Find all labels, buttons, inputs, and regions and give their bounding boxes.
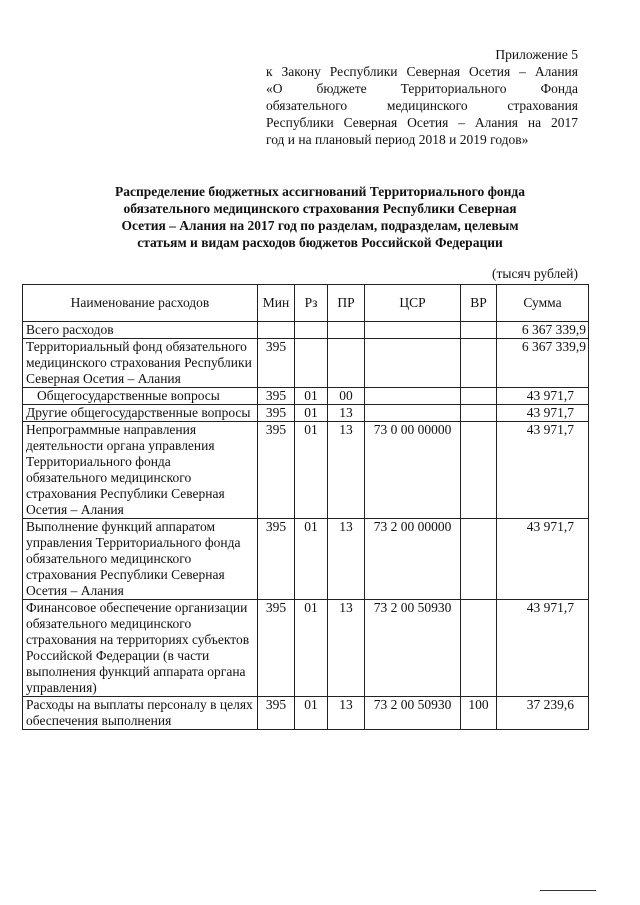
document-title (60, 183, 580, 251)
cell-min (258, 322, 295, 339)
cell-vr (461, 422, 497, 519)
title-line: Распределение бюджетных ассигнований Территориального фонда (114, 184, 526, 199)
cell-csr: 73 2 00 50930 (365, 697, 461, 730)
cell-name: Финансовое обеспечение организации обязательного медицинского страхования на территориях субъектов Российской Федерации (в части выполнения функций аппарата органа управления) (23, 600, 258, 697)
cell-rz: 01 (295, 600, 328, 697)
cell-rz: 01 (295, 519, 328, 600)
cell-min: 395 (258, 519, 295, 600)
cell-vr: 100 (461, 697, 497, 730)
header-pr: ПР (328, 285, 365, 322)
table-header-row (23, 285, 589, 322)
cell-pr: 00 (328, 388, 365, 405)
cell-csr (365, 339, 461, 388)
cell-vr (461, 339, 497, 388)
cell-csr: 73 2 00 50930 (365, 600, 461, 697)
cell-min: 395 (258, 388, 295, 405)
cell-sum: 43 971,7 (497, 388, 589, 405)
cell-name: Всего расходов (23, 322, 258, 339)
appendix-line: Республики Северная Осетия – Алания на 2017 (266, 115, 578, 130)
cell-rz (295, 339, 328, 388)
title-line: Осетия – Алания на 2017 год по разделам, подразделам, целевым (121, 218, 519, 233)
cell-name: Выполнение функций аппаратом управления Территориального фонда обязательного медицинского страхования Республики Северная Осетия – Алания (23, 519, 258, 600)
cell-sum: 43 971,7 (497, 519, 589, 600)
title-line: статьям и видам расходов бюджетов Российской Федерации (137, 235, 503, 250)
cell-vr (461, 600, 497, 697)
cell-min: 395 (258, 600, 295, 697)
appendix-line: к Закону Республики Северная Осетия – Алания (266, 64, 578, 79)
cell-sum: 37 239,6 (497, 697, 589, 730)
cell-vr (461, 405, 497, 422)
table-row (23, 405, 589, 422)
cell-min: 395 (258, 339, 295, 388)
cell-name: Непрограммные направления деятельности органа управления Территориального фонда обязательного медицинского страхования Республики Северная Осетия – Алания (23, 422, 258, 519)
table-row (23, 388, 589, 405)
cell-vr (461, 519, 497, 600)
cell-csr: 73 0 00 00000 (365, 422, 461, 519)
table-row (23, 322, 589, 339)
appendix-line: обязательного медицинского страхования (266, 98, 578, 113)
appendix-line: Приложение 5 (495, 47, 578, 62)
cell-pr: 13 (328, 519, 365, 600)
appendix-line: год и на плановый период 2018 и 2019 годов» (266, 132, 529, 147)
cell-min: 395 (258, 697, 295, 730)
appendix-line: «О бюджете Территориального Фонда (266, 81, 578, 96)
header-min: Мин (258, 285, 295, 322)
cell-vr (461, 322, 497, 339)
header-sum: Сумма (497, 285, 589, 322)
cell-pr (328, 339, 365, 388)
appendix-header (266, 46, 578, 148)
cell-rz: 01 (295, 697, 328, 730)
title-line: обязательного медицинского страхования Республики Северная (123, 201, 517, 216)
cell-name: Общегосударственные вопросы (23, 388, 258, 405)
table-row (23, 519, 589, 600)
cell-sum: 43 971,7 (497, 405, 589, 422)
cell-pr: 13 (328, 600, 365, 697)
cell-sum: 43 971,7 (497, 600, 589, 697)
header-vr: ВР (461, 285, 497, 322)
cell-sum: 6 367 339,9 (497, 322, 589, 339)
header-csr: ЦСР (365, 285, 461, 322)
page-footer-rule (540, 890, 596, 891)
header-name: Наименование расходов (23, 285, 258, 322)
cell-csr (365, 405, 461, 422)
cell-rz (295, 322, 328, 339)
expenditure-table (22, 284, 589, 730)
table-row (23, 600, 589, 697)
cell-rz: 01 (295, 422, 328, 519)
cell-min: 395 (258, 422, 295, 519)
cell-pr: 13 (328, 405, 365, 422)
cell-pr: 13 (328, 697, 365, 730)
cell-vr (461, 388, 497, 405)
cell-sum: 43 971,7 (497, 422, 589, 519)
cell-name: Другие общегосударственные вопросы (23, 405, 258, 422)
cell-rz: 01 (295, 405, 328, 422)
cell-pr (328, 322, 365, 339)
table-row (23, 697, 589, 730)
cell-csr: 73 2 00 00000 (365, 519, 461, 600)
table-row (23, 339, 589, 388)
units-label: (тысяч рублей) (492, 266, 578, 281)
cell-csr (365, 322, 461, 339)
cell-pr: 13 (328, 422, 365, 519)
cell-name: Территориальный фонд обязательного медицинского страхования Республики Северная Осетия – Алания (23, 339, 258, 388)
table-row (23, 422, 589, 519)
cell-rz: 01 (295, 388, 328, 405)
cell-name: Расходы на выплаты персоналу в целях обеспечения выполнения (23, 697, 258, 730)
header-rz: Рз (295, 285, 328, 322)
cell-min: 395 (258, 405, 295, 422)
cell-csr (365, 388, 461, 405)
cell-sum: 6 367 339,9 (497, 339, 589, 388)
